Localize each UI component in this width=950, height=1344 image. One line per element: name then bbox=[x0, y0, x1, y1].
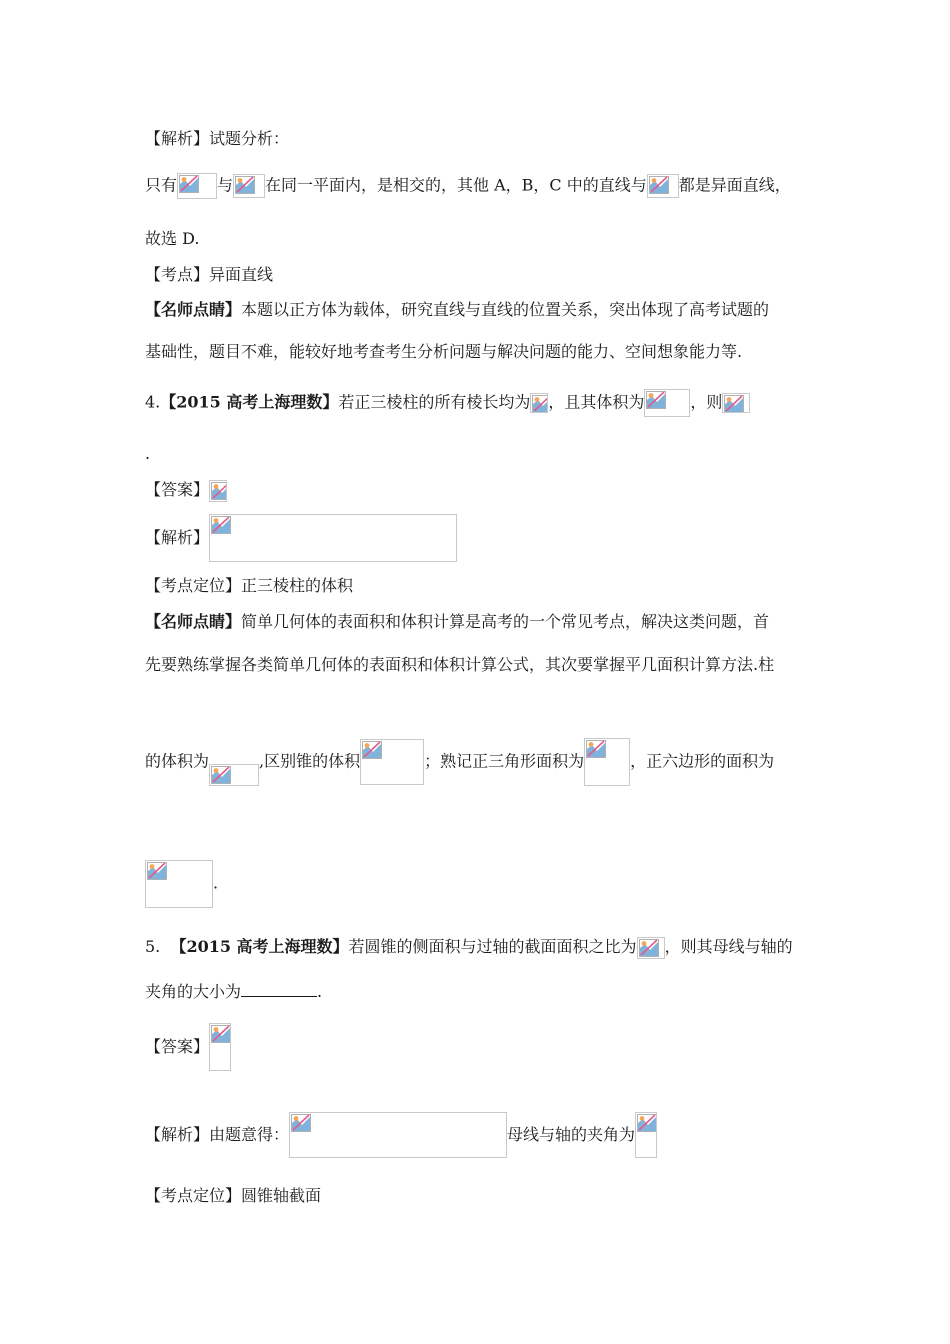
broken-image-icon bbox=[147, 862, 167, 880]
question-5-line-2: 夹角的大小为 . bbox=[145, 978, 322, 1004]
analysis-line-1: 只有 与 在同一平面内，是相交的，其他 A，B，C 中的直线与 都是异面直线， bbox=[145, 173, 791, 199]
formula-image bbox=[177, 173, 217, 199]
broken-image-icon bbox=[179, 175, 199, 193]
teacher-note-line-4: 先要熟练掌握各类简单几何体的表面积和体积计算公式，其次要掌握平几面积计算方法.柱 bbox=[145, 655, 775, 674]
teacher-note-line-1: 【名师点睛】本题以正方体为载体，研究直线与直线的位置关系，突出体现了高考试题的 bbox=[145, 300, 770, 319]
solution-line-5: 【解析】由题意得： 母线与轴的夹角为 bbox=[145, 1112, 657, 1158]
broken-image-icon bbox=[646, 391, 666, 409]
answer-line: 【答案】 bbox=[145, 478, 227, 502]
hexagon-formula-line: . bbox=[145, 860, 218, 908]
formula-image bbox=[209, 514, 457, 562]
question-4-line: 4.【2015 高考上海理数】若正三棱柱的所有棱长均为 ，且其体积为 ，则 bbox=[145, 389, 750, 417]
broken-image-icon bbox=[586, 740, 606, 758]
topic-position-line-5: 【考点定位】圆锥轴截面 bbox=[145, 1186, 322, 1205]
broken-image-icon bbox=[211, 1025, 231, 1043]
teacher-note-line-3: 【名师点睛】简单几何体的表面积和体积计算是高考的一个常见考点，解决这类问题，首 bbox=[145, 612, 770, 631]
question-5-line: 5. 【2015 高考上海理数】若圆锥的侧面积与过轴的截面面积之比为 ，则其母线与轴的 bbox=[145, 935, 793, 959]
broken-image-icon bbox=[724, 395, 744, 413]
broken-image-icon bbox=[637, 1114, 657, 1132]
formula-image bbox=[145, 860, 213, 908]
formula-image bbox=[233, 174, 265, 198]
broken-image-icon bbox=[532, 395, 548, 413]
answer-choice-line: 故选 D. bbox=[145, 229, 200, 248]
formula-image bbox=[209, 764, 259, 786]
broken-image-icon bbox=[362, 741, 382, 759]
topic-line: 【考点】异面直线 bbox=[145, 265, 274, 284]
formula-image bbox=[722, 393, 750, 413]
formula-image bbox=[644, 389, 690, 417]
answer-line-5: 【答案】 bbox=[145, 1023, 231, 1071]
broken-image-icon bbox=[211, 766, 231, 784]
topic-position-line: 【考点定位】正三棱柱的体积 bbox=[145, 576, 354, 595]
teacher-note-line-2: 基础性，题目不难，能较好地考查考生分析问题与解决问题的能力、空间想象能力等. bbox=[145, 342, 743, 361]
formula-image bbox=[209, 1023, 231, 1071]
formula-image bbox=[584, 738, 630, 786]
formula-image bbox=[209, 480, 227, 502]
formula-image bbox=[637, 937, 665, 959]
question-4-end: . bbox=[145, 444, 151, 463]
teacher-note-line-5: 的体积为 ,区别锥的体积 ；熟记正三角形面积为 ，正六边形的面积为 bbox=[145, 738, 774, 786]
formula-image bbox=[530, 393, 548, 413]
broken-image-icon bbox=[649, 176, 669, 194]
formula-image bbox=[635, 1112, 657, 1158]
broken-image-icon bbox=[211, 516, 231, 534]
analysis-heading: 【解析】试题分析： bbox=[145, 129, 290, 148]
broken-image-icon bbox=[639, 939, 659, 957]
formula-image bbox=[647, 174, 679, 198]
answer-blank bbox=[241, 978, 317, 997]
formula-image bbox=[360, 739, 424, 785]
broken-image-icon bbox=[291, 1114, 311, 1132]
formula-image bbox=[289, 1112, 507, 1158]
broken-image-icon bbox=[235, 176, 255, 194]
solution-line: 【解析】 bbox=[145, 514, 457, 562]
broken-image-icon bbox=[211, 482, 227, 500]
